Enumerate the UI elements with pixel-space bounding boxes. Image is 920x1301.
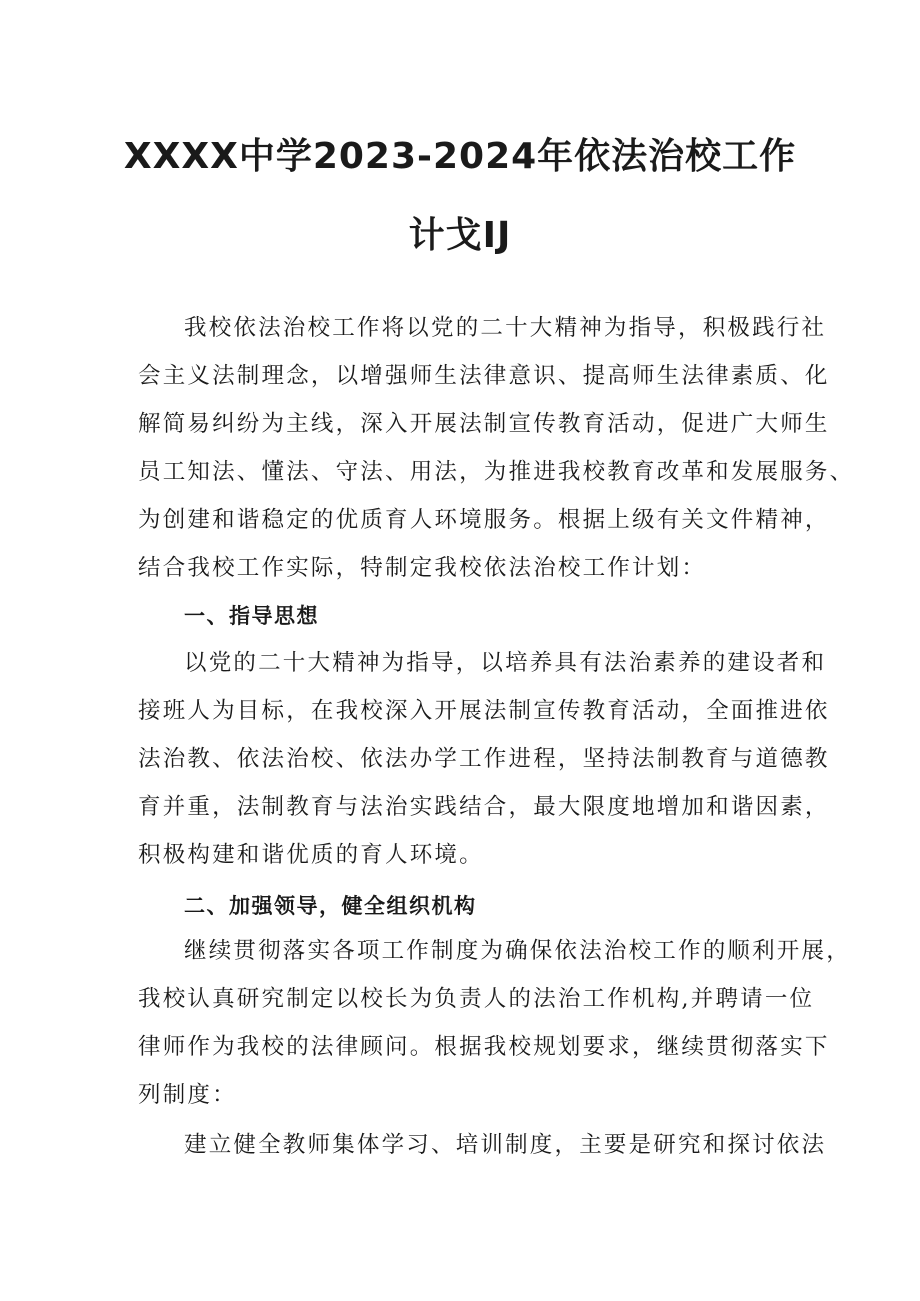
paragraph-line: 我校依法治校工作将以党的二十大精神为指导，积极践行社 <box>184 315 827 341</box>
paragraph-line: 我校认真研究制定以校长为负责人的法治工作机构,并聘请一位 <box>138 986 815 1012</box>
paragraph-line: 接班人为目标，在我校深入开展法制宣传教育活动，全面推进依 <box>138 698 830 724</box>
section-heading-2: 二、加强领导，健全组织机构 <box>184 894 477 918</box>
paragraph-line: 为创建和谐稳定的优质育人环境服务。根据上级有关文件精神， <box>138 507 830 533</box>
paragraph-line: 积极构建和谐优质的育人环境。 <box>138 842 484 868</box>
paragraph-line: 建立健全教师集体学习、培训制度，主要是研究和探讨依法 <box>184 1132 827 1158</box>
paragraph-line: 法治教、依法治校、依法办学工作进程，坚持法制教育与道德教 <box>138 746 830 772</box>
intro-paragraph <box>138 304 855 592</box>
paragraph-line: 结合我校工作实际，特制定我校依法治校工作计划： <box>138 555 707 581</box>
section-heading-1: 一、指导思想 <box>184 604 319 628</box>
section2-paragraph <box>138 927 851 1119</box>
paragraph-line: 列制度： <box>138 1082 237 1108</box>
paragraph-line: 继续贯彻落实各项工作制度为确保依法治校工作的顺利开展， <box>184 938 851 964</box>
paragraph-line: 会主义法制理念，以增强师生法律意识、提高师生法律素质、化 <box>138 363 830 389</box>
section2-continuation-paragraph <box>138 1121 827 1169</box>
paragraph-line: 律师作为我校的法律顾问。根据我校规划要求，继续贯彻落实下 <box>138 1034 830 1060</box>
document-title-line-2: 计戈IJ <box>408 215 512 256</box>
paragraph-line: 以党的二十大精神为指导，以培养具有法治素养的建设者和 <box>184 650 827 676</box>
paragraph-line: 员工知法、懂法、守法、用法，为推进我校教育改革和发展服务、 <box>138 459 855 485</box>
document-title-line-1: XXXX中学2023-2024年依法治校工作 <box>123 136 797 177</box>
paragraph-line: 育并重，法制教育与法治实践结合，最大限度地增加和谐因素， <box>138 794 830 820</box>
section1-paragraph <box>138 639 830 879</box>
paragraph-line: 解简易纠纷为主线，深入开展法制宣传教育活动，促进广大师生 <box>138 411 830 437</box>
